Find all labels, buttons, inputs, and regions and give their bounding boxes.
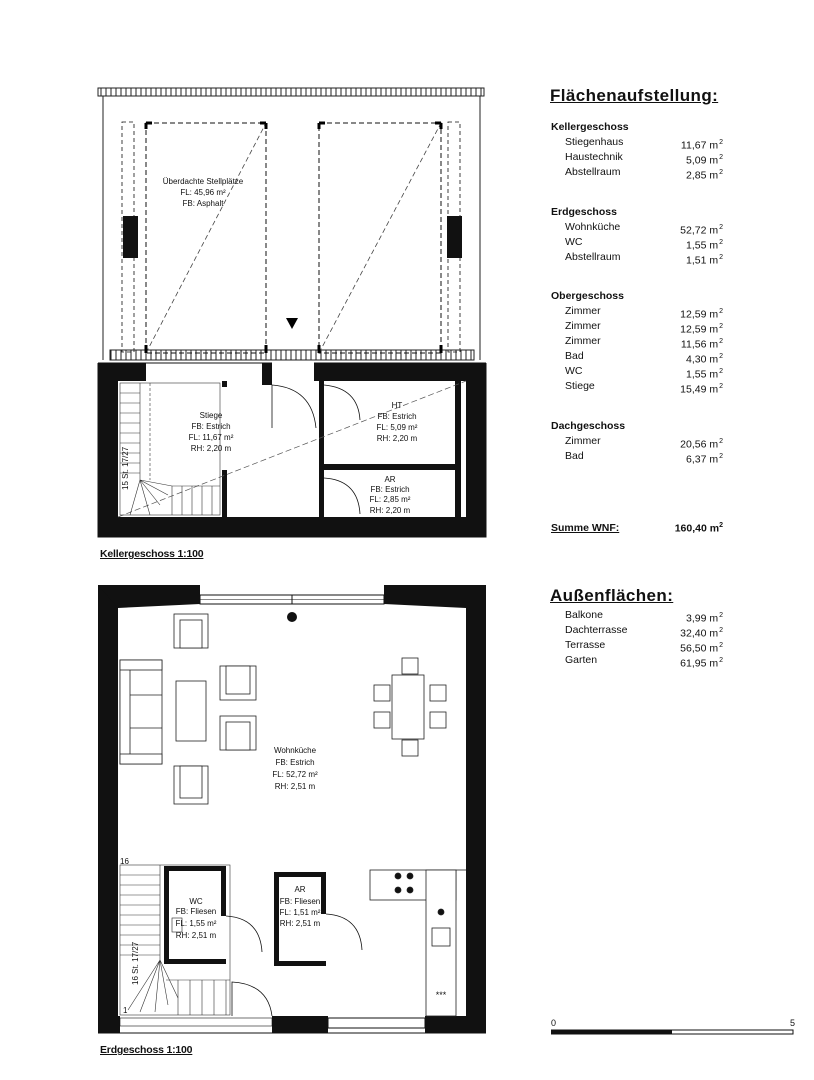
group-title: Obergeschoss <box>551 290 624 302</box>
area-row <box>551 220 731 235</box>
area-label: Dachterrasse <box>565 624 628 636</box>
area-row <box>551 150 731 165</box>
area-value: 61,95 m <box>680 657 719 670</box>
summary-title: Flächenaufstellung: <box>550 86 719 105</box>
ar-keller-fb: FB: Estrich <box>370 485 410 494</box>
area-label: Abstellraum <box>565 166 621 178</box>
wc-name: WC <box>189 897 203 906</box>
carport-fl: FL: 45,96 m² <box>180 188 226 197</box>
area-label: Abstellraum <box>565 251 621 263</box>
area-value: 4,30 m <box>685 353 719 366</box>
area-row <box>551 608 731 623</box>
unit-exponent: 2 <box>719 383 723 390</box>
carport-name: Überdachte Stellplätze <box>162 177 244 186</box>
area-row <box>551 364 731 379</box>
ar-room <box>274 872 362 966</box>
kellergeschoss-plan <box>98 88 486 537</box>
group-erdgeschoss <box>551 205 731 265</box>
erd-stair <box>120 865 230 1015</box>
wc-fb: FB: Fliesen <box>175 907 217 916</box>
ar-erd-fb: FB: Fliesen <box>279 897 321 906</box>
area-label: Zimmer <box>565 335 601 347</box>
area-value: 1,55 m <box>685 368 719 381</box>
unit-exponent: 2 <box>719 522 723 529</box>
keller-walls <box>98 363 486 537</box>
unit-exponent: 2 <box>719 368 723 375</box>
area-row <box>551 653 731 668</box>
unit-exponent: 2 <box>719 438 723 445</box>
coffee-table <box>176 681 206 741</box>
carport-fb: FB: Asphalt <box>182 199 224 208</box>
area-value: 3,99 m <box>685 612 719 625</box>
area-value: 11,67 m <box>680 139 719 152</box>
keller-caption: Kellergeschoss 1:100 <box>100 548 204 560</box>
area-row <box>551 449 731 464</box>
area-label: Stiege <box>565 380 595 392</box>
scale-graphic <box>551 1018 795 1038</box>
scale-bar <box>551 1018 795 1038</box>
ar-keller-rh: RH: 2,20 m <box>369 506 411 515</box>
area-row <box>551 165 731 180</box>
unit-exponent: 2 <box>719 323 723 330</box>
ht-fl: FL: 5,09 m² <box>376 423 418 432</box>
sum-label: Summe WNF: <box>551 522 620 534</box>
area-label: Stiegenhaus <box>565 136 624 148</box>
area-label: Zimmer <box>565 305 601 317</box>
unit-exponent: 2 <box>719 338 723 345</box>
area-row <box>551 250 731 265</box>
area-value: 56,50 m <box>680 642 719 655</box>
svg-text:***: *** <box>435 990 447 1000</box>
area-row <box>551 349 731 364</box>
summary-total <box>551 522 731 534</box>
area-value: 1,51 m <box>685 254 719 267</box>
area-value: 52,72 m <box>680 224 719 237</box>
area-label: Bad <box>565 350 584 362</box>
area-value: 6,37 m <box>685 453 719 466</box>
wohn-fb: FB: Estrich <box>275 758 315 767</box>
group-dachgeschoss <box>551 419 731 464</box>
group-title: Erdgeschoss <box>551 206 617 218</box>
area-label: Wohnküche <box>565 221 621 233</box>
wohn-rh: RH: 2,51 m <box>274 782 316 791</box>
erd-stair-label: 16 St. 17/27 <box>131 941 140 985</box>
area-label: Balkone <box>565 609 603 621</box>
area-label: Garten <box>565 654 598 666</box>
area-value: 12,59 m <box>680 308 719 321</box>
light-fixture-icon <box>287 612 297 622</box>
unit-exponent: 2 <box>719 154 723 161</box>
stiege-fl: FL: 11,67 m² <box>188 433 234 442</box>
stiege-fb: FB: Estrich <box>191 422 231 431</box>
area-label: Haustechnik <box>565 151 623 163</box>
area-value: 11,56 m <box>680 338 719 351</box>
area-value: 5,09 m <box>685 154 719 167</box>
area-value: 12,59 m <box>680 323 719 336</box>
scale-end: 5 <box>789 1018 795 1028</box>
erd-caption: Erdgeschoss 1:100 <box>100 1044 193 1056</box>
area-value: 32,40 m <box>680 627 719 640</box>
area-label: WC <box>565 365 583 377</box>
ar-keller-name: AR <box>384 475 396 484</box>
ar-keller-fl: FL: 2,85 m² <box>369 495 411 504</box>
wohn-name: Wohnküche <box>273 746 317 755</box>
unit-exponent: 2 <box>719 627 723 634</box>
entry-arrow-icon <box>286 318 298 329</box>
area-value: 15,49 m <box>680 383 719 396</box>
area-label: Terrasse <box>565 639 606 651</box>
entry-door <box>232 982 272 1016</box>
wc-fl: FL: 1,55 m² <box>175 919 217 928</box>
stair-bottom-num: 1 <box>123 1006 128 1015</box>
area-row <box>551 638 731 653</box>
ht-rh: RH: 2,20 m <box>376 434 418 443</box>
unit-exponent: 2 <box>719 224 723 231</box>
stiege-name: Stiege <box>199 411 223 420</box>
group-title: Kellergeschoss <box>551 121 629 133</box>
group-title: Dachgeschoss <box>551 420 626 432</box>
area-row <box>551 379 731 394</box>
wc-rh: RH: 2,51 m <box>175 931 217 940</box>
area-row <box>551 135 731 150</box>
area-value: 2,85 m <box>685 169 719 182</box>
ar-erd-fl: FL: 1,51 m² <box>279 908 321 917</box>
area-row <box>551 235 731 250</box>
dining-table <box>374 658 446 756</box>
scale-start: 0 <box>551 1018 557 1028</box>
area-label: WC <box>565 236 583 248</box>
unit-exponent: 2 <box>719 239 723 246</box>
unit-exponent: 2 <box>719 642 723 649</box>
area-row <box>551 434 731 449</box>
area-label: Bad <box>565 450 584 462</box>
ar-erd-name: AR <box>294 885 306 894</box>
ar-erd-rh: RH: 2,51 m <box>279 919 321 928</box>
sum-value: 160,40 m <box>674 522 720 535</box>
wc-room <box>164 866 262 964</box>
unit-exponent: 2 <box>719 254 723 261</box>
group-kellergeschoss <box>551 120 731 180</box>
area-row <box>551 334 731 349</box>
unit-exponent: 2 <box>719 308 723 315</box>
keller-stair-label: 15 St. 17/27 <box>121 446 130 490</box>
stiege-rh: RH: 2,20 m <box>190 444 232 453</box>
area-label: Zimmer <box>565 320 601 332</box>
ht-fb: FB: Estrich <box>377 412 417 421</box>
kitchen <box>370 870 466 1016</box>
area-label: Zimmer <box>565 435 601 447</box>
unit-exponent: 2 <box>719 169 723 176</box>
unit-exponent: 2 <box>719 453 723 460</box>
unit-exponent: 2 <box>719 139 723 146</box>
unit-exponent: 2 <box>719 353 723 360</box>
ht-name: HT <box>391 401 403 410</box>
area-row <box>551 304 731 319</box>
unit-exponent: 2 <box>719 657 723 664</box>
stair-top-num: 16 <box>120 857 129 866</box>
erdgeschoss-plan <box>98 585 486 1033</box>
outdoor-title: Außenflächen: <box>550 586 674 605</box>
carport <box>98 88 484 360</box>
area-row <box>551 623 731 638</box>
group-outdoor <box>551 608 731 668</box>
unit-exponent: 2 <box>719 612 723 619</box>
sofa <box>120 660 162 764</box>
area-value: 20,56 m <box>680 438 719 451</box>
area-value: 1,55 m <box>685 239 719 252</box>
group-obergeschoss <box>551 289 731 394</box>
wohn-fl: FL: 52,72 m² <box>272 770 318 779</box>
area-row <box>551 319 731 334</box>
